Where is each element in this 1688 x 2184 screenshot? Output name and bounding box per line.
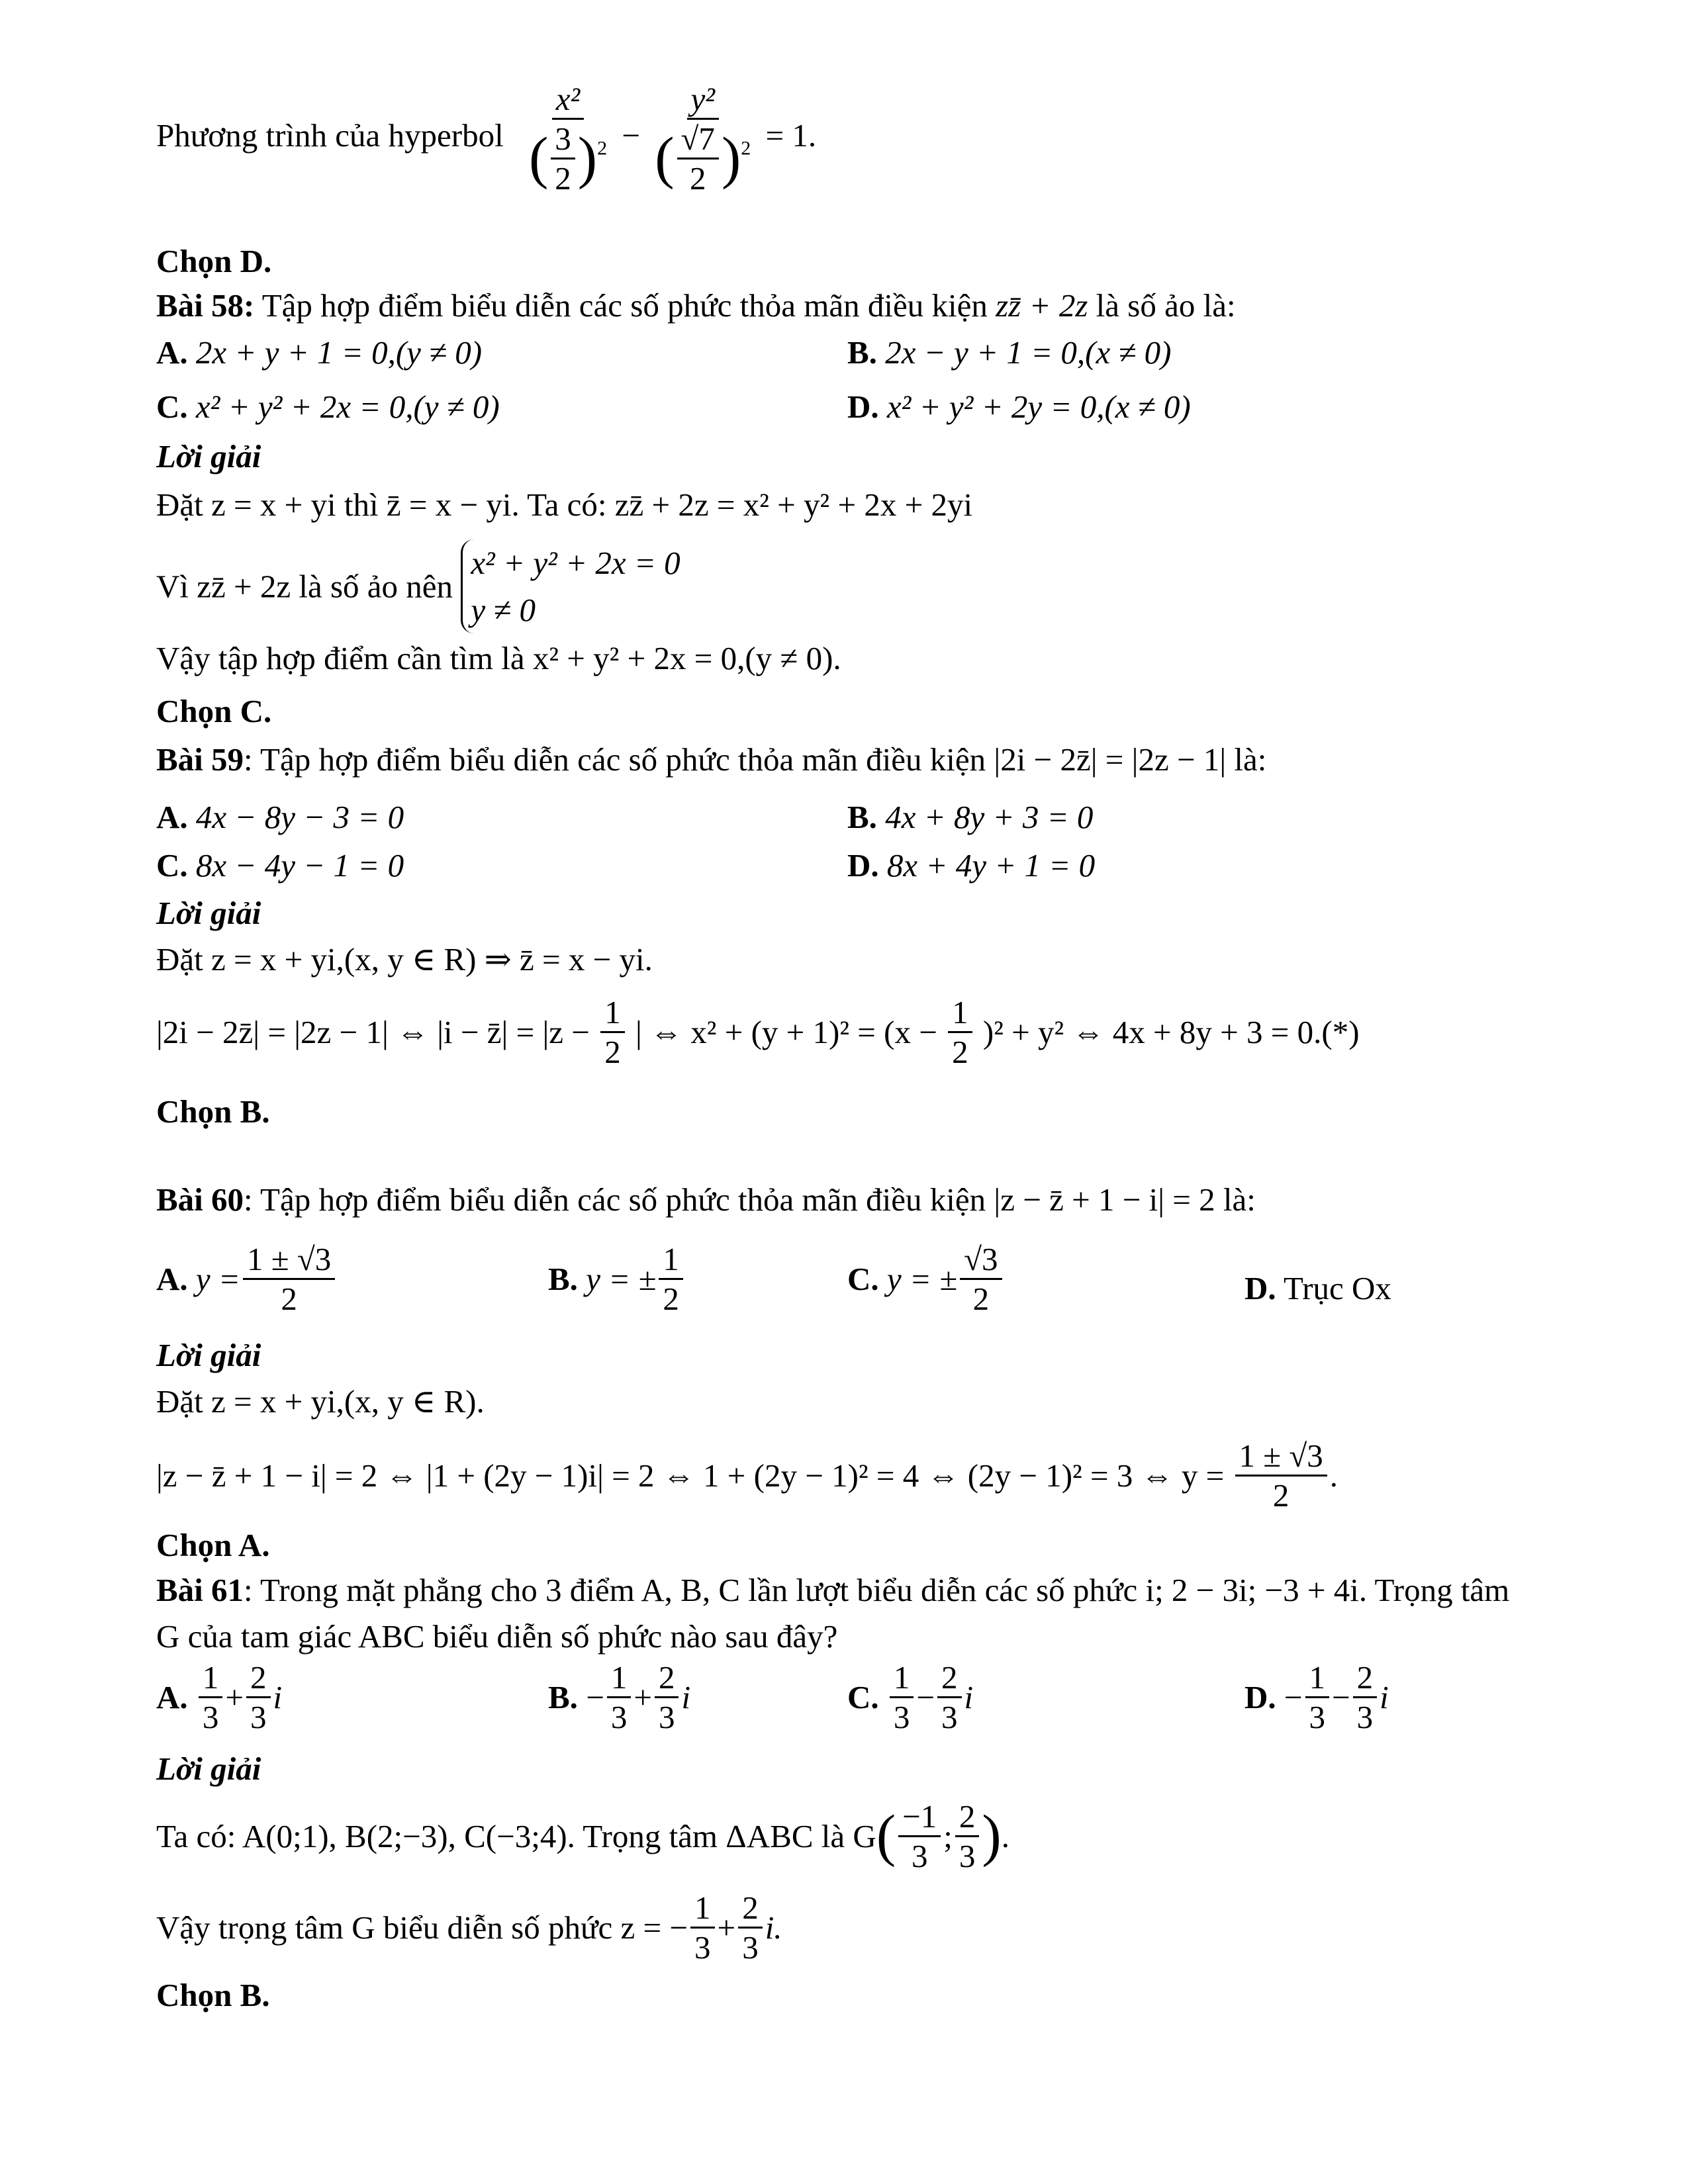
p58-option-b[interactable]	[847, 336, 1171, 369]
p60-step2-text: |z − z̄ + 1 − i| = 2 ⇔ |1 + (2y − 1)i| = 2 ⇔ 1 + (2y − 1)² = 4 ⇔ (2y − 1)² = 3 ⇔ y =	[156, 1457, 1225, 1494]
p59-half	[600, 996, 625, 1068]
g-y	[955, 1800, 980, 1872]
d2: 3	[250, 1699, 267, 1735]
opt-frac2	[1353, 1661, 1378, 1733]
period: .	[1329, 1457, 1338, 1494]
plus: +	[717, 1909, 736, 1946]
p61-step1-text: Ta có: A(0;1), B(2;−3), C(−3;4). Trọng tâm ΔABC là G	[156, 1818, 876, 1854]
p59-choice: Chọn B.	[156, 1093, 270, 1130]
opt-op: −	[916, 1679, 935, 1715]
p60-option-b[interactable]	[548, 1243, 686, 1315]
dot: .	[1001, 1818, 1009, 1854]
p58-choice: Chọn C.	[156, 693, 272, 729]
rparen: )	[982, 1803, 1002, 1868]
p60-question-text: : Tập hợp điểm biểu diễn các số phức thỏa mãn điều kiện |z − z̄ + 1 − i| = 2 là:	[244, 1181, 1256, 1218]
minus-sign: −	[622, 116, 640, 154]
sqrt7-halves	[677, 122, 719, 195]
opt-frac1	[890, 1661, 914, 1733]
p59-option-a[interactable]	[156, 801, 404, 833]
three: 3	[551, 122, 575, 159]
opt-text: 8x + 4y + 1 = 0	[886, 847, 1096, 884]
imag-unit: i	[273, 1679, 283, 1715]
p61-option-b[interactable]	[548, 1661, 690, 1733]
opt-frac2	[937, 1661, 962, 1733]
opt-frac1	[199, 1661, 223, 1733]
d2: 3	[941, 1699, 958, 1735]
p58-tail: là số ảo là:	[1096, 287, 1236, 324]
d1: 3	[893, 1699, 910, 1735]
lparen: (	[876, 1803, 896, 1868]
opt-op: −	[1332, 1679, 1350, 1715]
opt-label: A.	[156, 1679, 188, 1715]
p57-choice: Chọn D.	[156, 243, 272, 279]
opt-pre: y = ±	[586, 1261, 657, 1297]
imag-unit: i	[1380, 1679, 1389, 1715]
d1: 3	[202, 1699, 219, 1735]
sqrt7: √7	[677, 122, 719, 159]
i-period: i.	[765, 1909, 782, 1946]
n2: 2	[246, 1661, 271, 1698]
p61-option-c[interactable]	[847, 1661, 973, 1733]
opt-frac1	[607, 1661, 632, 1733]
p59-solution-label: Lời giải	[156, 895, 261, 931]
opt-label: B.	[548, 1679, 578, 1715]
hyperbola-text: Phương trình của hyperbol	[156, 116, 504, 154]
p58-solution-label: Lời giải	[156, 438, 261, 475]
opt-frac2	[246, 1661, 271, 1733]
p61-option-d[interactable]	[1244, 1661, 1389, 1733]
g-x	[898, 1800, 941, 1872]
opt-op: +	[225, 1679, 244, 1715]
p60-question	[156, 1183, 1256, 1216]
p60-choice: Chọn A.	[156, 1527, 270, 1563]
frac-num: 1 ± √3	[1235, 1439, 1327, 1477]
p58-condition: zz̄ + 2z	[996, 287, 1088, 324]
two-a: 2	[555, 160, 571, 197]
im-num: 2	[738, 1891, 763, 1929]
opt-label: A.	[156, 334, 188, 371]
p61-question-2: G của tam giác ABC biểu diễn số phức nào sau đây?	[156, 1618, 838, 1655]
x2-denominator: ( $\frac{3}{2}$ )$^2$	[528, 120, 608, 197]
opt-frac	[659, 1243, 683, 1315]
opt-text: 2x − y + 1 = 0,(x ≠ 0)	[885, 334, 1172, 371]
exp-b: 2	[741, 137, 751, 159]
opt-label: A.	[156, 1261, 188, 1297]
p58-option-a[interactable]	[156, 336, 482, 369]
p58-question-text: Tập hợp điểm biểu diễn các số phức thỏa mãn điều kiện	[261, 287, 988, 324]
sys-eq2: y ≠ 0	[471, 592, 536, 629]
p58-title: Bài 58:	[156, 287, 255, 324]
n1: 1	[607, 1661, 632, 1698]
opt-sign: −	[1284, 1679, 1303, 1715]
opt-text: 2x + y + 1 = 0,(y ≠ 0)	[195, 334, 483, 371]
opt-num: 1	[659, 1243, 683, 1280]
opt-label: B.	[548, 1261, 578, 1297]
opt-text: 4x + 8y + 3 = 0	[885, 799, 1094, 835]
p61-title: Bài 61	[156, 1572, 244, 1608]
p58-step2	[156, 539, 680, 633]
p59-step2c: )² + y² ⇔ 4x + 8y + 3 = 0.(*)	[982, 1014, 1360, 1050]
exp-a: 2	[597, 137, 608, 159]
p59-option-d[interactable]	[847, 849, 1095, 882]
hyperbola-equation-line	[156, 83, 816, 195]
gy-den: 3	[959, 1838, 976, 1874]
p61-solution-label: Lời giải	[156, 1751, 261, 1787]
opt-label: A.	[156, 799, 188, 835]
opt-den: 2	[663, 1281, 679, 1317]
opt-text: 4x − 8y − 3 = 0	[195, 799, 404, 835]
p60-option-d[interactable]	[1244, 1272, 1391, 1304]
opt-num: √3	[960, 1243, 1002, 1280]
sys-eq1: x² + y² + 2x = 0	[471, 545, 680, 581]
opt-text: x² + y² + 2y = 0,(x ≠ 0)	[886, 388, 1191, 425]
p59-step1: Đặt z = x + yi,(x, y ∈ R) ⇒ z̄ = x − yi.	[156, 941, 653, 978]
opt-frac1	[1305, 1661, 1330, 1733]
half-den-2: 2	[952, 1034, 968, 1070]
p60-step1: Đặt z = x + yi,(x, y ∈ R).	[156, 1383, 485, 1420]
opt-text: x² + y² + 2x = 0,(y ≠ 0)	[195, 388, 500, 425]
opt-frac	[960, 1243, 1002, 1315]
im-den: 3	[742, 1929, 759, 1966]
opt-label: C.	[156, 388, 188, 425]
d1: 3	[610, 1699, 628, 1735]
re-num: 1	[690, 1891, 715, 1929]
fraction-x2	[525, 83, 611, 195]
p60-step2-frac	[1235, 1439, 1327, 1512]
p60-option-c[interactable]	[847, 1243, 1005, 1315]
opt-label: C.	[156, 847, 188, 884]
half-num: 1	[600, 996, 625, 1033]
half-den: 2	[604, 1034, 621, 1070]
p60-title: Bài 60	[156, 1181, 244, 1218]
p59-option-b[interactable]	[847, 801, 1093, 833]
fraction-y2	[651, 83, 755, 195]
p58-question	[156, 289, 1236, 322]
p59-step2b: | ⇔ x² + (y + 1)² = (x −	[635, 1014, 937, 1050]
d1: 3	[1309, 1699, 1326, 1735]
n1: 1	[1305, 1661, 1330, 1698]
p59-option-c[interactable]	[156, 849, 404, 882]
re-den: 3	[694, 1929, 711, 1966]
p58-option-c[interactable]	[156, 390, 500, 423]
n2: 2	[1353, 1661, 1378, 1698]
opt-den: 2	[281, 1281, 297, 1317]
p61-question	[156, 1574, 1509, 1606]
opt-frac	[243, 1243, 335, 1315]
p59-step2a: |2i − 2z̄| = |2z − 1| ⇔ |i − z̄| = |z −	[156, 1014, 590, 1050]
semicolon: ;	[943, 1818, 953, 1854]
p59-question	[156, 743, 1266, 776]
p58-system	[461, 539, 680, 633]
opt-label: D.	[847, 388, 879, 425]
n2: 2	[937, 1661, 962, 1698]
p58-option-d[interactable]	[847, 390, 1191, 423]
y2-numerator: y²	[687, 83, 719, 120]
opt-den: 2	[972, 1281, 990, 1317]
p61-step2-text: Vậy trọng tâm G biểu diễn số phức z = −	[156, 1909, 688, 1946]
two-b: 2	[689, 160, 706, 197]
p61-step1	[156, 1800, 1009, 1872]
imag-unit: i	[964, 1679, 974, 1715]
d2: 3	[1356, 1699, 1374, 1735]
p60-step2	[156, 1439, 1338, 1512]
opt-label: B.	[847, 799, 877, 835]
opt-op: +	[633, 1679, 652, 1715]
opt-label: D.	[847, 847, 879, 884]
opt-sign: −	[586, 1679, 604, 1715]
opt-text: Trục Ox	[1284, 1270, 1391, 1306]
p59-title: Bài 59	[156, 741, 244, 778]
p60-option-a[interactable]	[156, 1243, 338, 1315]
imag-unit: i	[681, 1679, 691, 1715]
opt-label: C.	[847, 1679, 879, 1715]
p58-step1: Đặt z = x + yi thì z̄ = x − yi. Ta có: zz̄ + 2z = x² + y² + 2x + 2yi	[156, 486, 973, 523]
p59-step2	[156, 996, 1360, 1068]
z-re	[690, 1891, 715, 1964]
opt-frac2	[655, 1661, 679, 1733]
z-im	[738, 1891, 763, 1964]
n1: 1	[890, 1661, 914, 1698]
p61-step2	[156, 1891, 782, 1964]
p61-choice: Chọn B.	[156, 1977, 270, 2013]
opt-num: 1 ± √3	[243, 1243, 335, 1280]
equals-one: = 1.	[765, 116, 817, 154]
opt-label: D.	[1244, 1679, 1276, 1715]
y2-denominator: ( $\frac{√7}{2}$ )$^2$	[655, 120, 751, 197]
p59-half-2	[948, 996, 972, 1068]
n1: 1	[199, 1661, 223, 1698]
p59-question-text: : Tập hợp điểm biểu diễn các số phức thỏa mãn điều kiện |2i − 2z̄| = |2z − 1| là:	[244, 741, 1267, 778]
n2: 2	[655, 1661, 679, 1698]
opt-pre: y =	[195, 1261, 240, 1297]
p58-step2-prefix: Vì zz̄ + 2z là số ảo nên	[156, 568, 453, 605]
half-num-2: 1	[948, 996, 972, 1033]
gy-num: 2	[955, 1800, 980, 1837]
gx-num: −1	[898, 1800, 941, 1837]
frac-den: 2	[1272, 1477, 1289, 1514]
opt-label: D.	[1244, 1270, 1276, 1306]
opt-label: B.	[847, 334, 877, 371]
gx-den: 3	[911, 1838, 928, 1874]
x2-numerator: x²	[552, 83, 584, 120]
p61-option-a[interactable]	[156, 1661, 282, 1733]
opt-text: 8x − 4y − 1 = 0	[195, 847, 404, 884]
p58-step3: Vậy tập hợp điểm cần tìm là x² + y² + 2x = 0,(y ≠ 0).	[156, 640, 841, 676]
opt-pre: y = ±	[886, 1261, 958, 1297]
three-halves	[551, 122, 575, 195]
p60-solution-label: Lời giải	[156, 1337, 261, 1373]
p61-question-text: : Trong mặt phẳng cho 3 điểm A, B, C lần lượt biểu diễn các số phức i; 2 − 3i; −3 + 4i. Trọng tâm	[244, 1572, 1510, 1608]
d2: 3	[658, 1699, 675, 1735]
opt-label: C.	[847, 1261, 879, 1297]
